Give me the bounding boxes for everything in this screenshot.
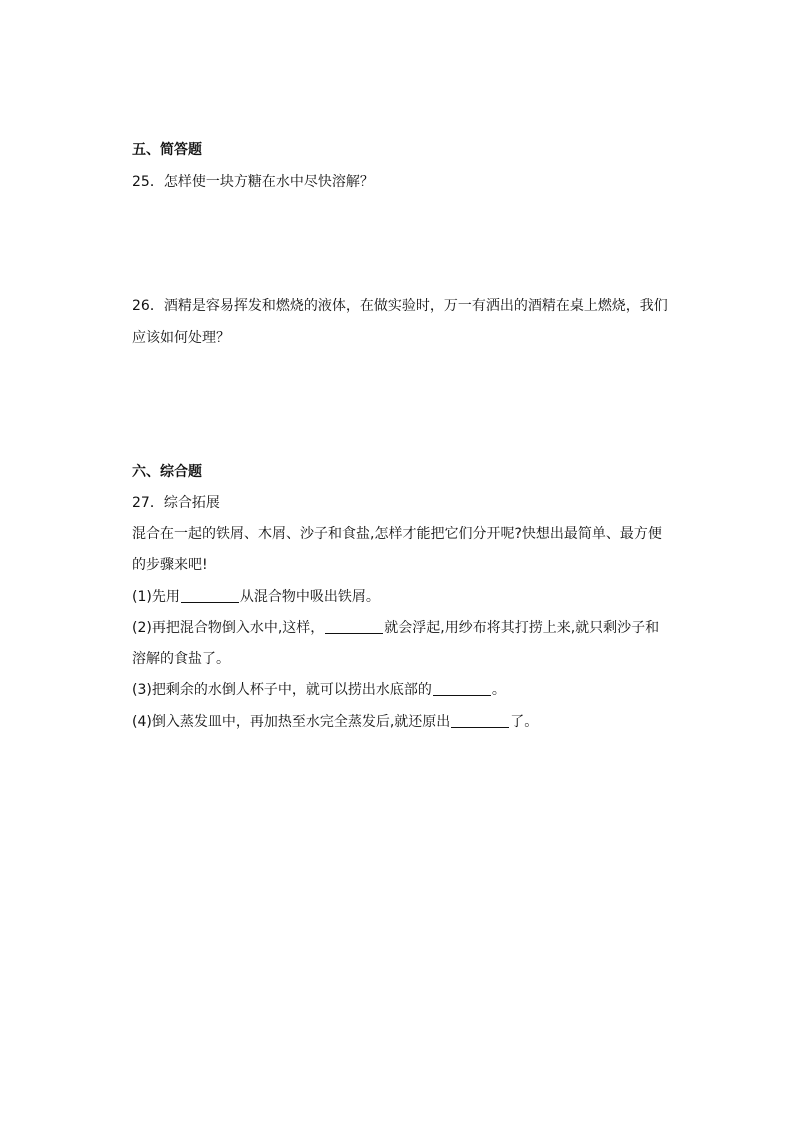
step-2 bbox=[132, 619, 672, 637]
question-27-intro-line-2: 的步骤来吧! bbox=[132, 557, 208, 573]
step-1-text-before: (1)先用 bbox=[132, 589, 180, 605]
question-26-line-1: 26．酒精是容易挥发和燃烧的液体，在做实验时，万一有洒出的酒精在桌上燃烧，我们 bbox=[132, 298, 668, 314]
step-2-text-after: 就会浮起,用纱布将其打捞上来,就只剩沙子和 bbox=[384, 620, 660, 636]
step-1 bbox=[132, 588, 672, 606]
step-4 bbox=[132, 713, 672, 731]
section-five-heading: 五、简答题 bbox=[132, 142, 202, 158]
step-2-text-before: (2)再把混合物倒入水中,这样， bbox=[132, 620, 325, 636]
section-six-heading: 六、综合题 bbox=[132, 464, 202, 480]
step-1-text-after: 从混合物中吸出铁屑。 bbox=[239, 589, 380, 605]
step-3-text-before: (3)把剩余的水倒人杯子中，就可以捞出水底部的 bbox=[132, 682, 432, 698]
step-2-answer-blank[interactable] bbox=[325, 619, 383, 634]
question-25: 25．怎样使一块方糖在水中尽快溶解？ bbox=[132, 174, 374, 190]
question-26-line-2: 应该如何处理？ bbox=[132, 330, 230, 346]
step-4-text-before: (4)倒入蒸发皿中，再加热至水完全蒸发后,就还原出 bbox=[132, 714, 451, 730]
step-2-line-2: 溶解的食盐了。 bbox=[132, 651, 230, 667]
step-3-answer-blank[interactable] bbox=[433, 681, 491, 696]
step-4-text-after: 了。 bbox=[510, 714, 539, 730]
step-3 bbox=[132, 681, 672, 699]
step-3-text-after: 。 bbox=[491, 682, 506, 698]
step-1-answer-blank[interactable] bbox=[181, 588, 239, 603]
question-27-title: 27．综合拓展 bbox=[132, 495, 220, 511]
step-4-answer-blank[interactable] bbox=[451, 713, 509, 728]
question-27-intro-line-1: 混合在一起的铁屑、木屑、沙子和食盐,怎样才能把它们分开呢?快想出最简单、最方便 bbox=[132, 526, 662, 542]
